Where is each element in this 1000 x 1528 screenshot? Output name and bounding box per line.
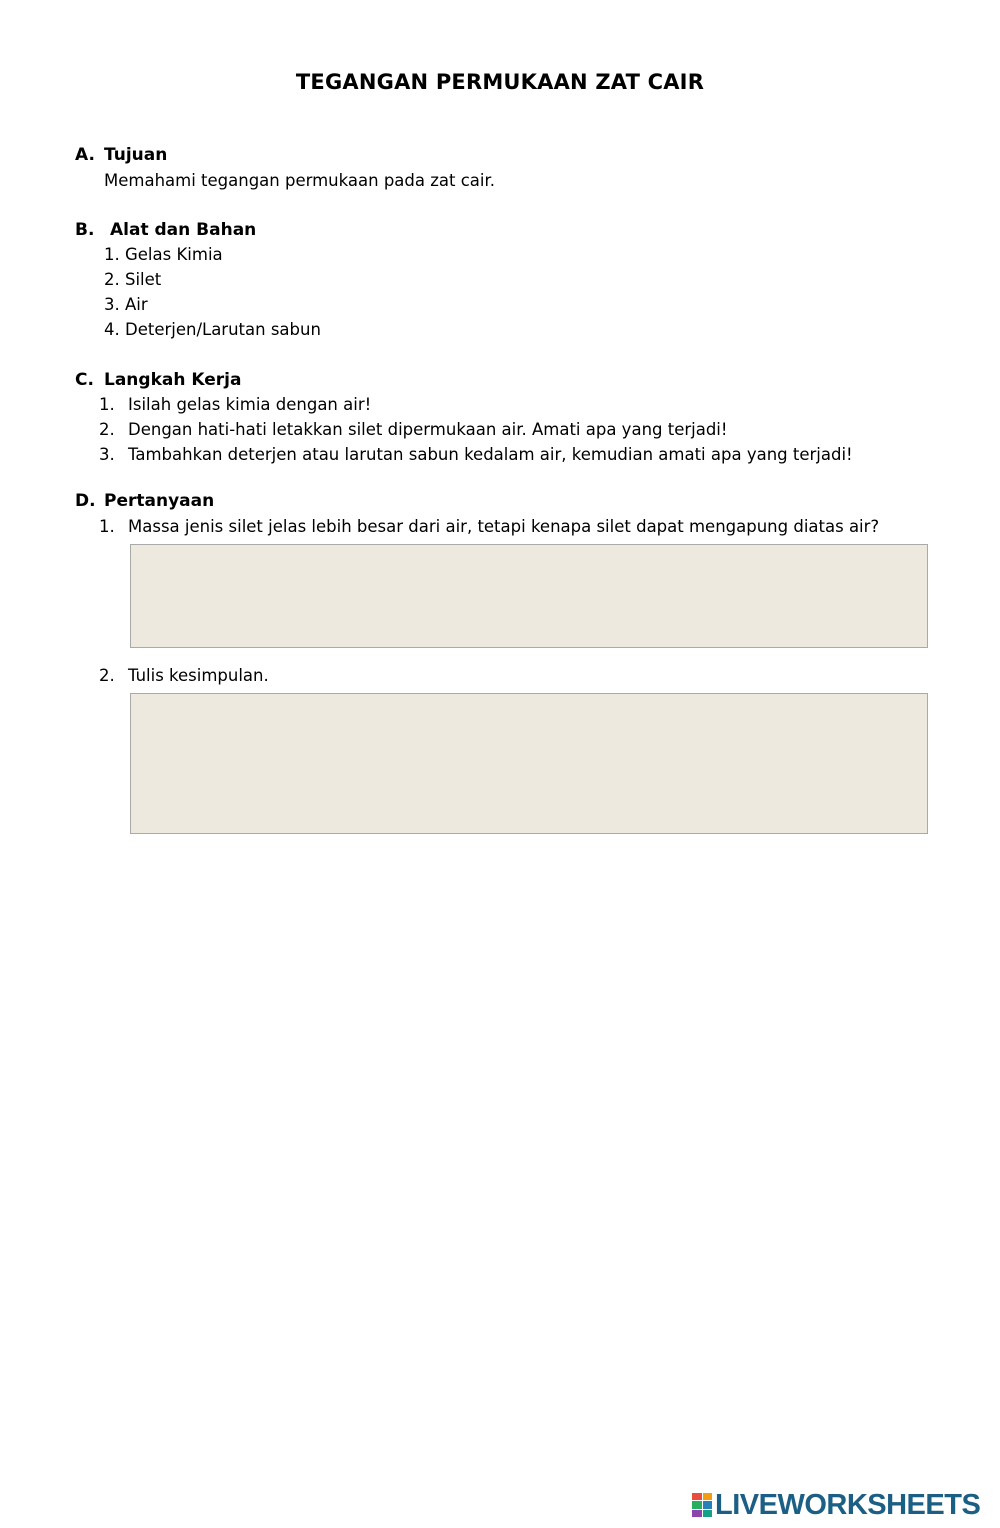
step-item xyxy=(99,420,728,439)
logo-mark-icon xyxy=(692,1493,712,1517)
question-text: Massa jenis silet jelas lebih besar dari air, tetapi kenapa silet dapat mengapung diatas air? xyxy=(128,517,880,536)
section-b-letter: B. xyxy=(75,220,95,240)
question-item xyxy=(99,666,269,685)
section-b-title: Alat dan Bahan xyxy=(110,220,257,240)
step-number: 2. xyxy=(99,420,115,439)
step-text: Isilah gelas kimia dengan air! xyxy=(128,395,372,414)
section-d-letter: D. xyxy=(75,491,96,511)
step-item xyxy=(99,395,371,414)
section-a-title: Tujuan xyxy=(104,145,168,165)
section-a-letter: A. xyxy=(75,145,95,165)
question-item xyxy=(99,517,879,536)
step-number: 1. xyxy=(99,395,115,414)
section-a-text: Memahami tegangan permukaan pada zat cair. xyxy=(104,171,496,190)
section-c-title: Langkah Kerja xyxy=(104,370,242,390)
section-a-heading xyxy=(75,145,167,165)
step-text: Tambahkan deterjen atau larutan sabun kedalam air, kemudian amati apa yang terjadi! xyxy=(128,445,853,464)
material-item: 4. Deterjen/Larutan sabun xyxy=(104,320,321,339)
answer-box-2[interactable] xyxy=(130,693,928,834)
material-item: 2. Silet xyxy=(104,270,162,289)
step-number: 3. xyxy=(99,445,115,464)
section-b-heading xyxy=(75,220,256,240)
material-item: 1. Gelas Kimia xyxy=(104,245,223,264)
question-text: Tulis kesimpulan. xyxy=(128,666,269,685)
section-d-title: Pertanyaan xyxy=(104,491,215,511)
answer-box-1[interactable] xyxy=(130,544,928,648)
question-number: 1. xyxy=(99,517,115,536)
material-item: 3. Air xyxy=(104,295,148,314)
worksheet-title: TEGANGAN PERMUKAAN ZAT CAIR xyxy=(295,70,705,94)
logo-text: LIVEWORKSHEETS xyxy=(715,1488,981,1521)
step-text: Dengan hati-hati letakkan silet dipermukaan air. Amati apa yang terjadi! xyxy=(128,420,728,439)
section-d-heading xyxy=(75,491,214,511)
section-c-heading xyxy=(75,370,241,390)
section-c-letter: C. xyxy=(75,370,94,390)
question-number: 2. xyxy=(99,666,115,685)
step-item xyxy=(99,445,853,464)
liveworksheets-logo xyxy=(692,1488,980,1522)
